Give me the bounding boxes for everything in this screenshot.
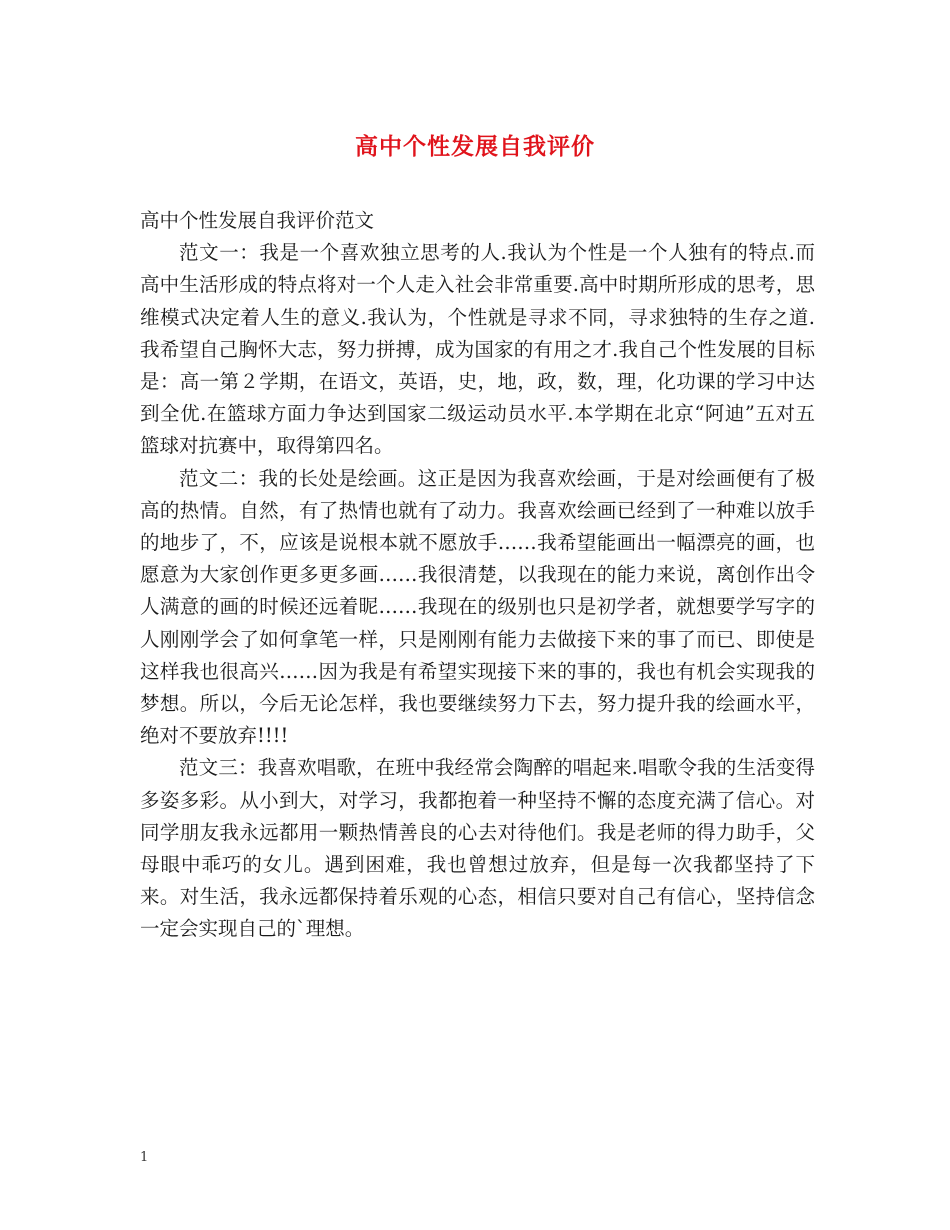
document-body [140,205,815,946]
page-number: 1 [140,1150,149,1165]
paragraph-sample-three: 范文三：我喜欢唱歌，在班中我经常会陶醉的唱起来.唱歌令我的生活变得多姿多彩。从小到大，对学习，我都抱着一种坚持不懈的态度充满了信心。对同学朋友我永远都用一颗热情善良的心去对待他们。我是老师的得力助手，父母眼中乖巧的女儿。遇到困难，我也曾想过放弃，但是每一次我都坚持了下来。对生活，我永远都保持着乐观的心态，相信只要对自己有信心，坚持信念一定会实现自己的`理想。 [140,756,815,941]
paragraph-sample-one: 范文一：我是一个喜欢独立思考的人.我认为个性是一个人独有的特点.而高中生活形成的特点将对一个人走入社会非常重要.高中时期所形成的思考，思维模式决定着人生的意义.我认为，个性就是寻求不同，寻求独特的生存之道.我希望自己胸怀大志，努力拼搏，成为国家的有用之才.我自己个性发展的目标是：高一第２学期，在语文，英语，史，地，政，数，理，化功课的学习中达到全优.在篮球方面力争达到国家二级运动员水平.本学期在北京“阿迪”五对五篮球对抗赛中，取得第四名。 [140,241,815,458]
document-title: 高中个性发展自我评价 [355,133,595,160]
document-subtitle: 高中个性发展自我评价范文 [140,209,375,232]
paragraph-sample-two: 范文二：我的长处是绘画。这正是因为我喜欢绘画，于是对绘画便有了极高的热情。自然，有了热情也就有了动力。我喜欢绘画已经到了一种难以放手的地步了，不，应该是说根本就不愿放手……我希望能画出一幅漂亮的画，也愿意为大家创作更多更多画……我很清楚，以我现在的能力来说，离创作出令人满意的画的时候还远着昵……我现在的级别也只是初学者，就想要学写字的人刚刚学会了如何拿笔一样，只是刚刚有能力去做接下来的事了而已、即使是这样我也很高兴……因为我是有希望实现接下来的事的，我也有机会实现我的梦想。所以，今后无论怎样，我也要继续努力下去，努力提升我的绘画水平，绝对不要放弃!!!! [140,466,815,748]
